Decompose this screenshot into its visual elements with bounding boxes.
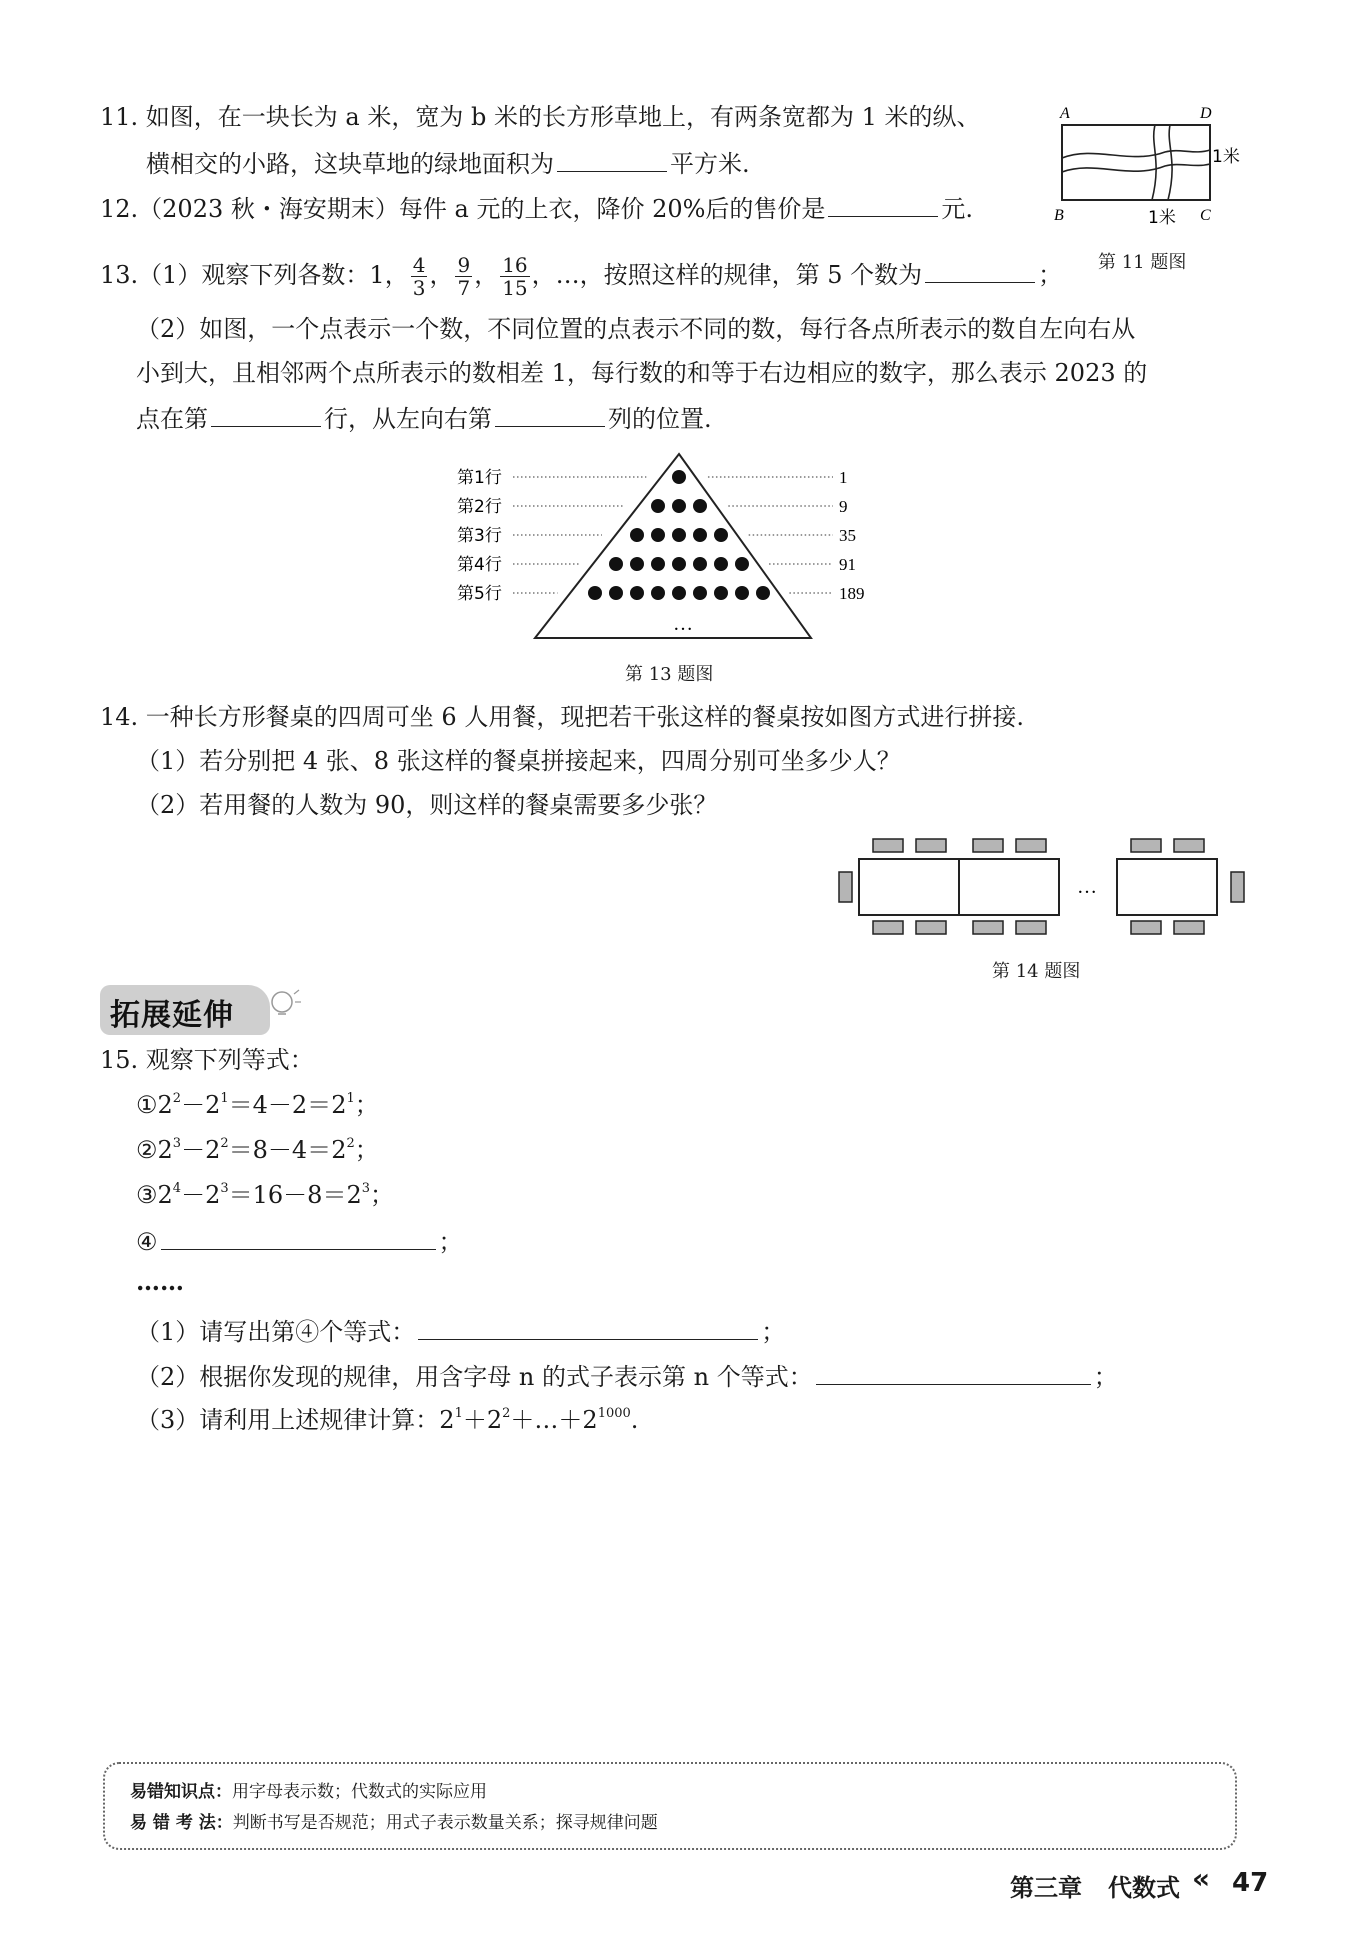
q13-part1: 13.（1）观察下列各数：1， $\frac{4}{3}$ ， $\frac{9}{7}$ ， $\frac{16}{15}$ ，…，按照这样的规律，第 5 个数为 ； <box>100 253 1063 300</box>
chair <box>1231 872 1244 902</box>
chair <box>973 921 1003 934</box>
q13-p1-post: ，…，按照这样的规律，第 5 个数为 <box>531 261 923 289</box>
q15-eq4-blank[interactable] <box>161 1223 436 1250</box>
dot <box>651 499 665 513</box>
dot <box>609 557 623 571</box>
q12-line <box>100 190 973 226</box>
row-label: 第3行 <box>457 526 502 546</box>
q13-column-blank[interactable] <box>495 400 605 427</box>
q15-s3: （3）请利用上述规律计算：$2^1+2^2+\dots+2^{1000}$. <box>136 1406 639 1434</box>
q14-caption: 第 14 题图 <box>992 961 1081 982</box>
label-bottom-1m: 1米 <box>1148 208 1176 228</box>
fraction-1: $\frac{4}{3}$ <box>412 253 426 300</box>
q11-line2-post: 平方米. <box>670 150 750 178</box>
row-sum: 35 <box>839 526 856 545</box>
chair <box>1174 921 1204 934</box>
q11-line2 <box>146 145 750 181</box>
q15-s2-blank[interactable] <box>816 1358 1091 1385</box>
dot <box>714 586 728 600</box>
chair <box>1016 839 1046 852</box>
label-A: A <box>1060 105 1070 122</box>
dot <box>693 499 707 513</box>
q13-p1-answer-blank[interactable] <box>925 256 1035 283</box>
section-badge-title: 拓展延伸 <box>110 998 234 1033</box>
q11-answer-blank[interactable] <box>557 145 667 172</box>
footer-title: 代数式 <box>1108 1874 1180 1902</box>
q13-figure <box>455 450 895 650</box>
q13-p2-line3 <box>136 400 712 436</box>
row-label: 第1行 <box>457 468 502 488</box>
q15-eq3: $③2^4-2^3=16-8=2^3$； <box>136 1181 395 1209</box>
q13-p2-line3-b: 行，从左向右第 <box>324 405 492 433</box>
dot <box>714 557 728 571</box>
q12-pre: 12.（2023 秋・海安期末）每件 a 元的上衣，降价 20%后的售价是 <box>100 195 826 223</box>
q13-row-blank[interactable] <box>211 400 321 427</box>
dot <box>651 528 665 542</box>
q15-s1: （1）请写出第④个等式： ； <box>136 1313 785 1349</box>
q14-line1: 14. 一种长方形餐桌的四周可坐 6 人用餐，现把若干张这样的餐桌按如图方式进行拼接. <box>100 703 1024 731</box>
q15-dots: …… <box>136 1267 184 1296</box>
dot <box>672 499 686 513</box>
label-right-1m: 1米 <box>1212 147 1240 167</box>
triangle-ellipsis: … <box>673 613 693 635</box>
q15-s1-blank[interactable] <box>418 1313 758 1340</box>
chair <box>1016 921 1046 934</box>
dot <box>693 557 707 571</box>
row-label: 第4行 <box>457 555 502 575</box>
q12-answer-blank[interactable] <box>828 190 938 217</box>
chair <box>973 839 1003 852</box>
dot <box>630 586 644 600</box>
q15-intro: 15. 观察下列等式： <box>100 1046 314 1074</box>
q13-p1-end: ； <box>1038 261 1063 289</box>
row-label: 第5行 <box>457 584 502 604</box>
q12-post: 元. <box>941 195 974 223</box>
table <box>959 859 1059 915</box>
chair <box>873 839 903 852</box>
notes-box <box>103 1762 1237 1850</box>
dot <box>672 557 686 571</box>
row-label: 第2行 <box>457 497 502 517</box>
footer-chapter: 第三章 <box>1010 1874 1082 1902</box>
q15-eq1: $①2^2-2^1=4-2=2^1$； <box>136 1091 379 1119</box>
page-number: 47 <box>1232 1868 1269 1898</box>
q13-p1-pre: 13.（1）观察下列各数：1， <box>100 261 409 289</box>
q13-p2-line2: 小到大，且相邻两个点所表示的数相差 1，每行数的和等于右边相应的数字，那么表示 2023 的 <box>136 359 1148 387</box>
q14-line3: （2）若用餐的人数为 90，则这样的餐桌需要多少张？ <box>136 791 718 819</box>
triangle-outline <box>535 454 811 638</box>
note-line-2: 易 错 考 法：判断书写是否规范；用式子表示数量关系；探寻规律问题 <box>130 1813 658 1833</box>
q11-line2-pre: 横相交的小路，这块草地的绿地面积为 <box>146 150 554 178</box>
fraction-2: $\frac{9}{7}$ <box>457 253 471 300</box>
chair <box>1174 839 1204 852</box>
q13-p2-line3-c: 列的位置. <box>608 405 712 433</box>
chair <box>873 921 903 934</box>
q15-s2: （2）根据你发现的规律，用含字母 n 的式子表示第 n 个等式： ； <box>136 1358 1118 1394</box>
dot <box>693 586 707 600</box>
q13-p2-line3-a: 点在第 <box>136 405 208 433</box>
dot <box>693 528 707 542</box>
dot <box>714 528 728 542</box>
lightbulb-icon <box>268 988 302 1028</box>
table <box>1117 859 1217 915</box>
row-sum: 91 <box>839 555 856 574</box>
dot <box>630 528 644 542</box>
dot <box>588 586 602 600</box>
label-D: D <box>1200 105 1212 122</box>
dot <box>756 586 770 600</box>
row-sum: 9 <box>839 497 848 516</box>
dot <box>630 557 644 571</box>
dot <box>672 586 686 600</box>
chair <box>916 921 946 934</box>
tables-ellipsis: … <box>1077 876 1097 898</box>
q11-caption: 第 11 题图 <box>1098 252 1187 273</box>
q15-eq4: ④ ； <box>136 1223 463 1259</box>
chair <box>1131 921 1161 934</box>
chair <box>839 872 852 902</box>
footer-arrows-icon: « <box>1192 1862 1211 1895</box>
dot <box>735 586 749 600</box>
q14-line2: （1）若分别把 4 张、8 张这样的餐桌拼接起来，四周分别可坐多少人？ <box>136 747 901 775</box>
dot <box>651 557 665 571</box>
lawn-rectangle <box>1062 125 1210 200</box>
dot <box>609 586 623 600</box>
row-sum: 1 <box>839 468 848 487</box>
dot <box>672 470 686 484</box>
dot <box>672 528 686 542</box>
row-sum: 189 <box>839 584 865 603</box>
q13-p2-line1: （2）如图，一个点表示一个数，不同位置的点表示不同的数，每行各点所表示的数自左向右从 <box>136 315 1136 343</box>
q14-figure <box>835 835 1255 945</box>
table <box>859 859 959 915</box>
q15-eq2: $②2^3-2^2=8-4=2^2$； <box>136 1136 379 1164</box>
q11-figure <box>1050 100 1250 270</box>
q13-caption: 第 13 题图 <box>625 664 714 685</box>
q11-line1: 11. 如图，在一块长为 a 米，宽为 b 米的长方形草地上，有两条宽都为 1 米的纵、 <box>100 103 981 131</box>
dot <box>651 586 665 600</box>
chair <box>916 839 946 852</box>
chair <box>1131 839 1161 852</box>
label-B: B <box>1054 207 1064 224</box>
note-line-1: 易错知识点：用字母表示数；代数式的实际应用 <box>130 1782 487 1802</box>
label-C: C <box>1200 207 1211 224</box>
fraction-3: $\frac{16}{15}$ <box>502 253 528 300</box>
dot <box>735 557 749 571</box>
